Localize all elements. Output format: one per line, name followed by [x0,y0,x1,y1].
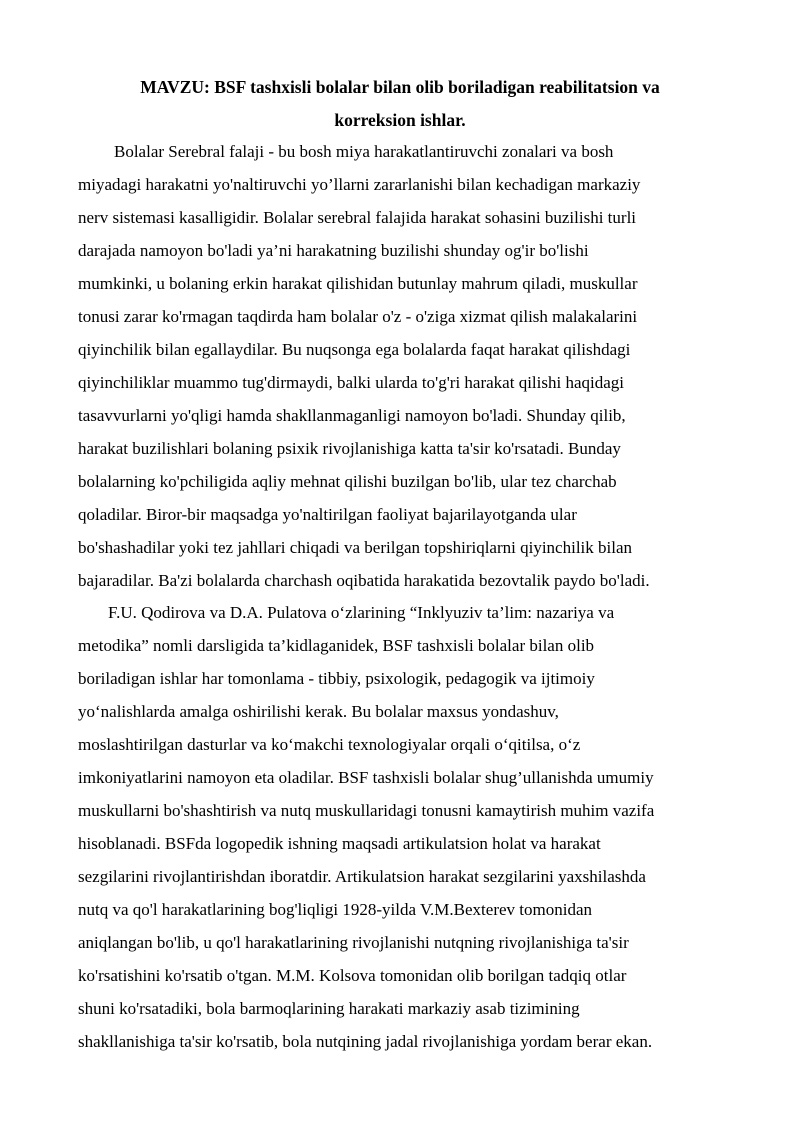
paragraph-2-line: shuni ko'rsatadiki, bola barmoqlarining harakati markaziy asab tizimining [78,999,580,1018]
paragraph-1-line: harakat buzilishlari bolaning psixik rivojlanishiga katta ta'sir ko'rsatadi. Bunday [78,439,621,458]
paragraph-2-line: imkoniyatlarini namoyon eta oladilar. BSF tashxisli bolalar shug’ullanishda umumiy [78,768,654,787]
paragraph-1-line: nerv sistemasi kasalligidir. Bolalar serebral falajida harakat sohasini buzilishi turli [78,208,637,227]
paragraph-1-line: bajaradilar. Ba'zi bolalarda charchash oqibatida harakatida bezovtalik paydo bo'ladi. [78,571,650,590]
document-title-line-1: MAVZU: BSF tashxisli bolalar bilan olib boriladigan reabilitatsion va [140,77,660,97]
paragraph-2-line: boriladigan ishlar har tomonlama - tibbiy, psixologik, pedagogik va ijtimoiy [78,669,595,688]
paragraph-1-line: tonusi zarar ko'rmagan taqdirda ham bolalar o'z - o'ziga xizmat qilish malakalarini [78,307,638,326]
paragraph-2-line: sezgilarini rivojlantirishdan iboratdir. Artikulatsion harakat sezgilarini yaxshilashda [78,867,646,886]
paragraph-2-line: shakllanishiga ta'sir ko'rsatib, bola nutqining jadal rivojlanishiga yordam berar ekan. [78,1032,653,1051]
paragraph-1-line: miyadagi harakatni yo'naltiruvchi yo’llarni zararlanishi bilan kechadigan markaziy [78,175,641,194]
document-title-line-2: korreksion ishlar. [334,110,466,130]
paragraph-2-line: moslashtirilgan dasturlar va ko‘makchi texnologiyalar orqali o‘qitilsa, o‘z [78,735,581,754]
paragraph-2-line: F.U. Qodirova va D.A. Pulatova o‘zlarining “Inklyuziv ta’lim: nazariya va [108,603,615,622]
paragraph-1-line: bo'shashadilar yoki tez jahllari chiqadi va berilgan topshiriqlarni qiyinchilik bilan [78,538,633,557]
paragraph-2-line: yo‘nalishlarda amalga oshirilishi kerak. Bu bolalar maxsus yondashuv, [78,702,559,721]
paragraph-2-line: metodika” nomli darsligida ta’kidlaganidek, BSF tashxisli bolalar bilan olib [78,636,595,655]
paragraph-2-line: ko'rsatishini ko'rsatib o'tgan. M.M. Kolsova tomonidan olib borilgan tadqiq otlar [78,966,627,985]
paragraph-2-line: muskullarni bo'shashtirish va nutq muskullaridagi tonusni kamaytirish muhim vazifa [78,801,655,820]
paragraph-1-line: tasavvurlarni yo'qligi hamda shakllanmaganligi namoyon bo'ladi. Shunday qilib, [78,406,626,425]
paragraph-1-line: Bolalar Serebral falaji - bu bosh miya harakatlantiruvchi zonalari va bosh [114,142,614,161]
paragraph-1-line: qoladilar. Biror-bir maqsadga yo'naltirilgan faoliyat bajarilayotganda ular [78,505,577,524]
paragraph-1-line: qiyinchilik bilan egallaydilar. Bu nuqsonga ega bolalarda faqat harakat qilishdagi [78,340,631,359]
paragraph-2-line: aniqlangan bo'lib, u qo'l harakatlarining rivojlanishi nutqning rivojlanishiga ta'sir [78,933,629,952]
paragraph-2-line: nutq va qo'l harakatlarining bog'liqligi 1928-yilda V.M.Bexterev tomonidan [78,900,593,919]
paragraph-1-line: darajada namoyon bo'ladi ya’ni harakatning buzilishi shunday og'ir bo'lishi [78,241,589,260]
paragraph-1-line: mumkinki, u bolaning erkin harakat qilishidan butunlay mahrum qiladi, muskullar [78,274,638,293]
paragraph-2-line: hisoblanadi. BSFda logopedik ishning maqsadi artikulatsion holat va harakat [78,834,601,853]
paragraph-1-line: bolalarning ko'pchiligida aqliy mehnat qilishi buzilgan bo'lib, ular tez charchab [78,472,617,491]
paragraph-1-line: qiyinchiliklar muammo tug'dirmaydi, balki ularda to'g'ri harakat qilishi haqidagi [78,373,624,392]
